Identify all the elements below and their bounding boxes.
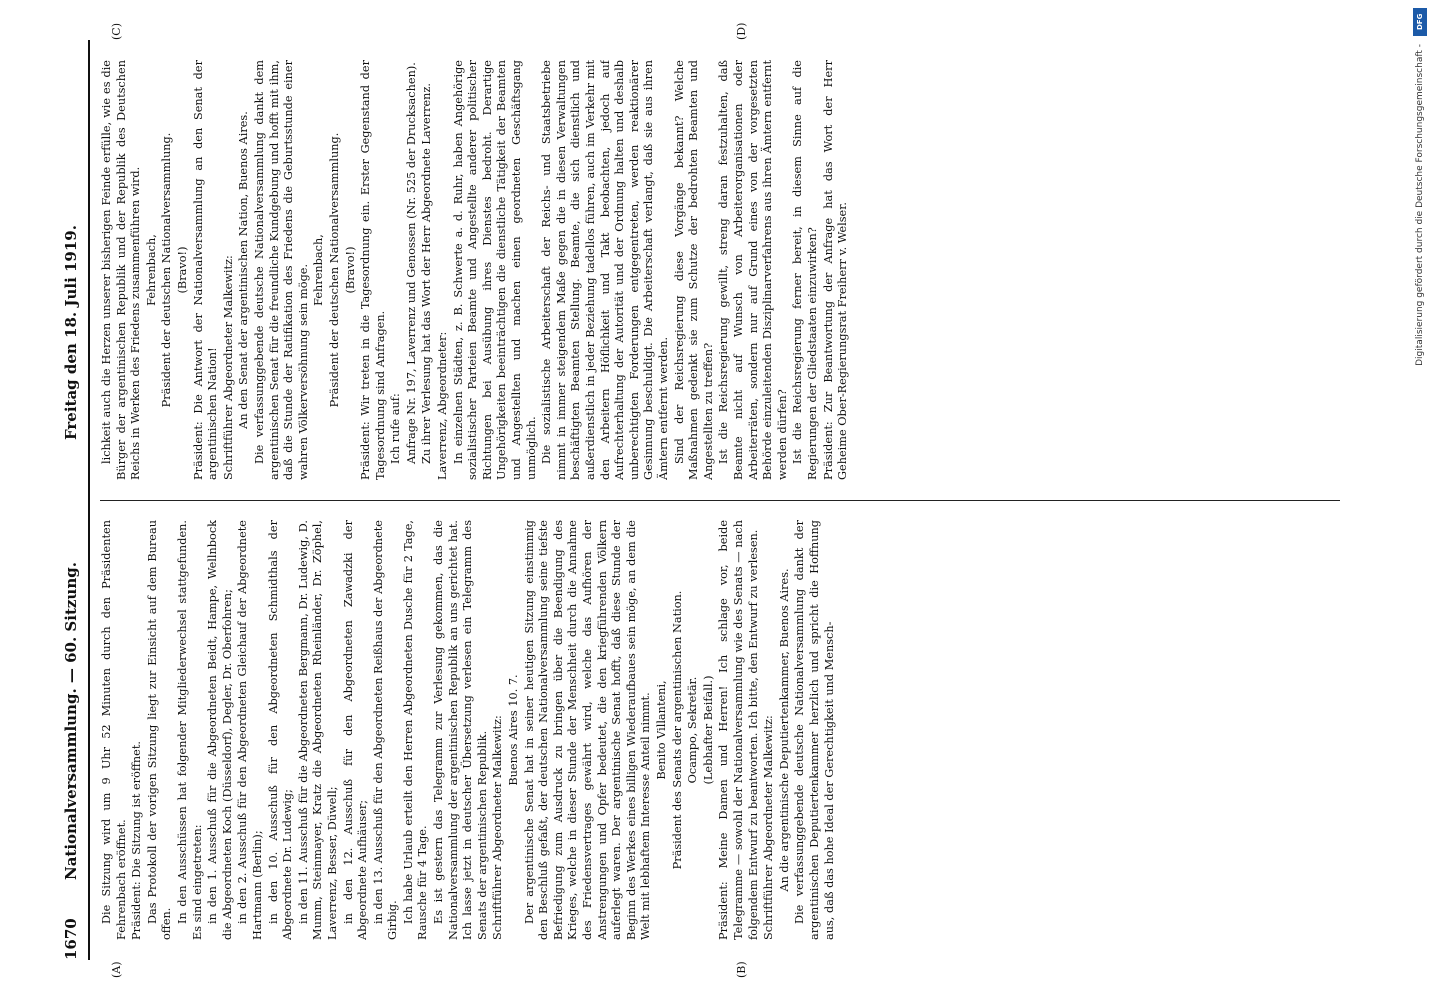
paragraph: Die verfassunggebende deutsche Nationalversammlung dankt dem argentinischen Senat für die freundliche Kundgebung und hofft mit ihm, daß die Stunde der Ratifikation des Friedens die Geburtsstunde einer wahren Völkerversöhnung sein möge. <box>252 60 310 480</box>
header-date: Freitag den 18. Juli 1919. <box>62 225 80 440</box>
paragraph: In einzelnen Städten, z. B. Schwerte a. d. Ruhr, haben Angehörige sozialistischer Parteien Beamte und Angestellte anderer politischer Richtungen bei Ausübung ihres Dienstes bedroht. Derartige Ungehörigkeiten beeinträchtigen die dienstliche Tätigkeit der Beamten und Angestellten und machen einen geordneten Geschäftsgang unmöglich. <box>451 60 538 480</box>
paragraph: Sind der Reichsregierung diese Vorgänge bekannt? Welche Maßnahmen gedenkt sie zum Schutze der bedrohten Beamten und Angestellten zu treffen? <box>672 60 715 480</box>
margin-marker-b: (B) <box>735 961 748 978</box>
paragraph: Präsident: Zur Beantwortung der Anfrage hat das Wort der Herr Geheime Ober-Regierungsrat Freiherr v. Welser. <box>821 60 850 480</box>
paragraph: Benito Villanteni, <box>654 680 668 780</box>
margin-marker-a: (A) <box>110 961 123 978</box>
paragraph: Schriftführer Abgeordneter Malkewitz: <box>491 715 505 940</box>
page-number: 1670 <box>62 918 80 960</box>
paragraph: Präsident: Wir treten in die Tagesordnung ein. Erster Gegenstand der Tagesordnung sind Anfragen. <box>359 60 387 480</box>
paragraph: An die argentinische Deputiertenkammer, Buenos Aires. <box>777 568 791 892</box>
paragraph: Schriftführer Abgeordneter Malkewitz: <box>221 255 235 480</box>
page-header <box>58 40 90 960</box>
margin-marker-c: (C) <box>110 23 123 40</box>
paragraph: Ich rufe auf: <box>389 393 403 464</box>
paragraph: Präsident des Senats der argentinischen Nation. <box>670 590 684 870</box>
paragraph: in den 10. Ausschuß für den Abgeordneten Schmidthals der Abgeordnete Dr. Ludewig; <box>266 520 295 940</box>
paragraph: in den 1. Ausschuß für die Abgeordneten Beidt, Hampe, Wellnbock die Abgeordneten Koch (Düsseldorf), Degler, Dr. Oberfohren; <box>206 520 234 940</box>
paragraph: Es ist gestern das Telegramm zur Verlesung gekommen, das die Nationalversammlung der argentinischen Republik an uns gerichtet hat. Ich lasse jetzt in deutscher Übersetzung verlesen ein Telegramm des Senats der argentinischen Republik. <box>432 520 489 940</box>
paragraph: (Bravo!) <box>343 246 357 294</box>
paragraph: Ist die Reichsregierung gewillt, streng daran festzuhalten, daß Beamte nicht auf Wunsch von Arbeiterorganisationen oder Arbeiterräten, sondern nur auf Grund eines von der vorgesetzten Behörde einzuleitenden Disziplinarverfahrens aus ihren Ämtern entfernt werden dürfen? <box>717 60 789 480</box>
paragraph: Die verfassunggebende deutsche Nationalversammlung dankt der argentinischen Deputiertenkammer herzlich und spricht die Hoffnung aus, daß das hohe Ideal der Gerechtigkeit und Mensch- <box>793 520 836 940</box>
paragraph: Präsident: Die Antwort der Nationalversammlung an den Senat der argentinischen Nation! <box>191 60 220 480</box>
right-text-column <box>100 60 1340 480</box>
digitization-sidebar <box>1408 0 1430 1000</box>
column-divider <box>100 500 1340 501</box>
header-session: Nationalversammlung. — 60. Sitzung. <box>62 562 80 880</box>
paragraph: Fehrenbach, <box>144 234 158 306</box>
paragraph: Präsident: Meine Damen und Herren! Ich schlage vor, beide Telegramme — sowohl der Nationalversammlung wie des Senats — nach folgendem Entwurf zu beantworten. Ich bitte, den Entwurf zu verlesen. <box>717 520 760 940</box>
paragraph: (Bravo!) <box>175 246 189 294</box>
paragraph: Fehrenbach, <box>312 234 326 306</box>
paragraph: In den Ausschüssen hat folgender Mitgliederwechsel stattgefunden. Es sind eingetreten: <box>175 520 204 940</box>
paragraph: Anfrage Nr. 197, Laverrenz und Genossen (Nr. 525 der Drucksachen). <box>404 62 418 464</box>
paragraph: Buenos Aires 10. 7. <box>507 674 521 786</box>
dfg-logo-icon: DFG <box>1413 8 1427 36</box>
paragraph: Die Sitzung wird um 9 Uhr 52 Minuten durch den Präsidenten Fehrenbach eröffnet. <box>100 520 128 940</box>
paragraph: Schriftführer Abgeordneter Malkewitz: <box>762 715 776 940</box>
paragraph: (Lebhafter Beifall.) <box>701 675 715 785</box>
paragraph: Der argentinische Senat hat in seiner heutigen Sitzung einstimmig den Beschluß gefaßt, der deutschen Nationalversammlung seine tiefste Befriedigung zum Ausdruck zu bringen über die Beendigung des Krieges, welche in dieser Stunde der Menschheit durch die Annahme des Friedensvertrages gewährt wird, welche das Aufhören der Anstrengungen und Opfer bedeutet, die den kriegführenden Völkern auferlegt waren. Der argentinische Senat hofft, daß diese Stunde der Beginn des Werkes eines billigen Wiederaufbaues sein möge, an dem die Welt mit lebhaftem Interesse Anteil nimmt. <box>522 520 653 940</box>
paragraph: in den 2. Ausschuß für den Abgeordneten Gleichauf der Abgeordnete Hartmann (Berlin); <box>236 520 264 940</box>
paragraph: Präsident: Die Sitzung ist eröffnet. <box>130 741 144 940</box>
left-text-column <box>100 520 1340 940</box>
paragraph: lichkeit auch die Herzen unserer bisherigen Feinde erfülle, wie es die Bürger der argentinischen Republik und der Republik des Deutschen Reichs in Werken des Friedens zusammenführen wird. <box>100 60 143 480</box>
paragraph: in den 12. Ausschuß für den Abgeordneten Zawadzki der Abgeordnete Aufhäuser; <box>341 520 370 940</box>
paragraph: in den 13. Ausschuß für den Abgeordneten Reißhaus der Abgeordnete Girbig. <box>371 520 400 940</box>
paragraph: in den 11. Ausschuß für die Abgeordneten Bergmann, Dr. Ludewig, D. Mumm, Steinmayer, Kratz die Abgeordneten Rheinländer, Dr. Zöphel, Laverrenz, Besser, Düwell; <box>296 520 339 940</box>
paragraph: Ich habe Urlaub erteilt den Herren Abgeordneten Dusche für 2 Tage, Rausche für 4 Tage. <box>401 520 430 940</box>
paragraph: Ocampo, Sekretär. <box>686 676 700 784</box>
paragraph: Präsident der deutschen Nationalversammlung. <box>327 132 341 408</box>
paragraph: An den Senat der argentinischen Nation, Buenos Aires. <box>237 111 251 429</box>
paragraph: Ist die Reichsregierung ferner bereit, in diesem Sinne auf die Regierungen der Gliedstaaten einzuwirken? <box>791 60 819 480</box>
margin-marker-d: (D) <box>735 22 748 40</box>
digitization-credit: Digitalisierung gefördert durch die Deutsche Forschungsgemeinschaft - <box>1415 44 1425 366</box>
paragraph: Laverrenz, Abgeordneter: <box>436 331 450 480</box>
paragraph: Die sozialistische Arbeiterschaft der Reichs- und Staatsbetriebe nimmt in immer steigendem Maße gegen die in diesen Verwaltungen beschäftigten Beamten Stellung. Beamte, die sich dienstlich und außerdienstlich in jeder Beziehung tadellos führen, auch im Verkehr mit den Arbeitern Höflichkeit und Takt beobachten, jedoch auf Aufrechterhaltung der Autorität und der Ordnung halten und deshalb unberechtigten Forderungen entgegentreten, werden reaktionärer Gesinnung beschuldigt. Die Arbeiterschaft verlangt, daß sie aus ihren Ämtern entfernt werden. <box>540 60 670 480</box>
paragraph: Das Protokoll der vorigen Sitzung liegt zur Einsicht auf dem Bureau offen. <box>145 520 174 940</box>
paragraph: Präsident der deutschen Nationalversammlung. <box>160 132 174 408</box>
paragraph: Zu ihrer Verlesung hat das Wort der Herr Abgeordnete Laverrenz. <box>420 83 434 464</box>
